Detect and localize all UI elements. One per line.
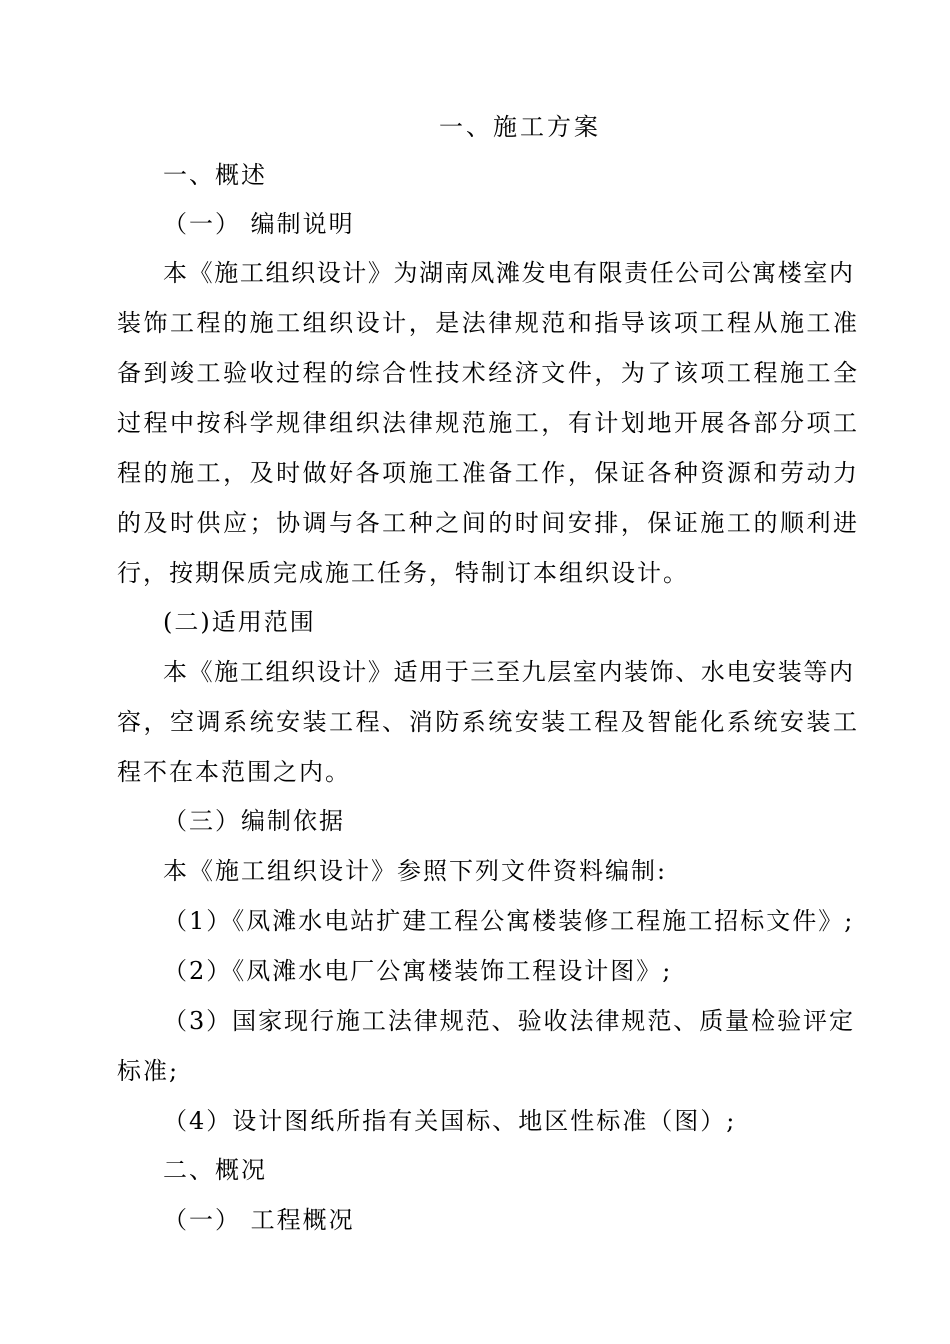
list-item: （1）《凤滩水电站扩建工程公寓楼装修工程施工招标文件》; (163, 907, 855, 935)
paragraph-line: 本《施工组织设计》适用于三至九层室内装饰、水电安装等内 (163, 658, 853, 686)
section-heading-general: 二、概况 (163, 1156, 267, 1184)
subsection-heading-scope: (二)适用范围 (163, 608, 316, 636)
paragraph-line: 容，空调系统安装工程、消防系统安装工程及智能化系统安装工 (117, 708, 857, 736)
paragraph-line: 装饰工程的施工组织设计，是法律规范和指导该项工程从施工准 (117, 309, 857, 337)
list-item: （2）《凤滩水电厂公寓楼装饰工程设计图》; (163, 957, 673, 985)
section-heading-overview: 一、概述 (163, 161, 267, 189)
subsection-heading-compilation: （一） 编制说明 (163, 210, 355, 238)
document-title: 一、施工方案 (439, 113, 601, 141)
list-item: （4）设计图纸所指有关国标、地区性标准（图）; (163, 1107, 737, 1135)
paragraph-line: 的及时供应；协调与各工种之间的时间安排，保证施工的顺利进 (117, 509, 857, 537)
list-item: （3）国家现行施工法律规范、验收法律规范、质量检验评定 (163, 1007, 853, 1035)
paragraph-line: 本《施工组织设计》为湖南凤滩发电有限责任公司公寓楼室内 (163, 259, 853, 287)
subsection-heading-project: （一） 工程概况 (163, 1206, 355, 1234)
paragraph-line: 程不在本范围之内。 (117, 758, 351, 786)
subsection-heading-basis: （三）编制依据 (163, 807, 345, 835)
list-item-continuation: 标准; (117, 1057, 180, 1085)
paragraph-line: 本《施工组织设计》参照下列文件资料编制: (163, 857, 668, 885)
paragraph-line: 备到竣工验收过程的综合性技术经济文件，为了该项工程施工全 (117, 359, 857, 387)
paragraph-line: 程的施工，及时做好各项施工准备工作，保证各种资源和劳动力 (117, 459, 857, 487)
paragraph-line: 行，按期保质完成施工任务，特制订本组织设计。 (117, 559, 689, 587)
paragraph-line: 过程中按科学规律组织法律规范施工，有计划地开展各部分项工 (117, 409, 857, 437)
